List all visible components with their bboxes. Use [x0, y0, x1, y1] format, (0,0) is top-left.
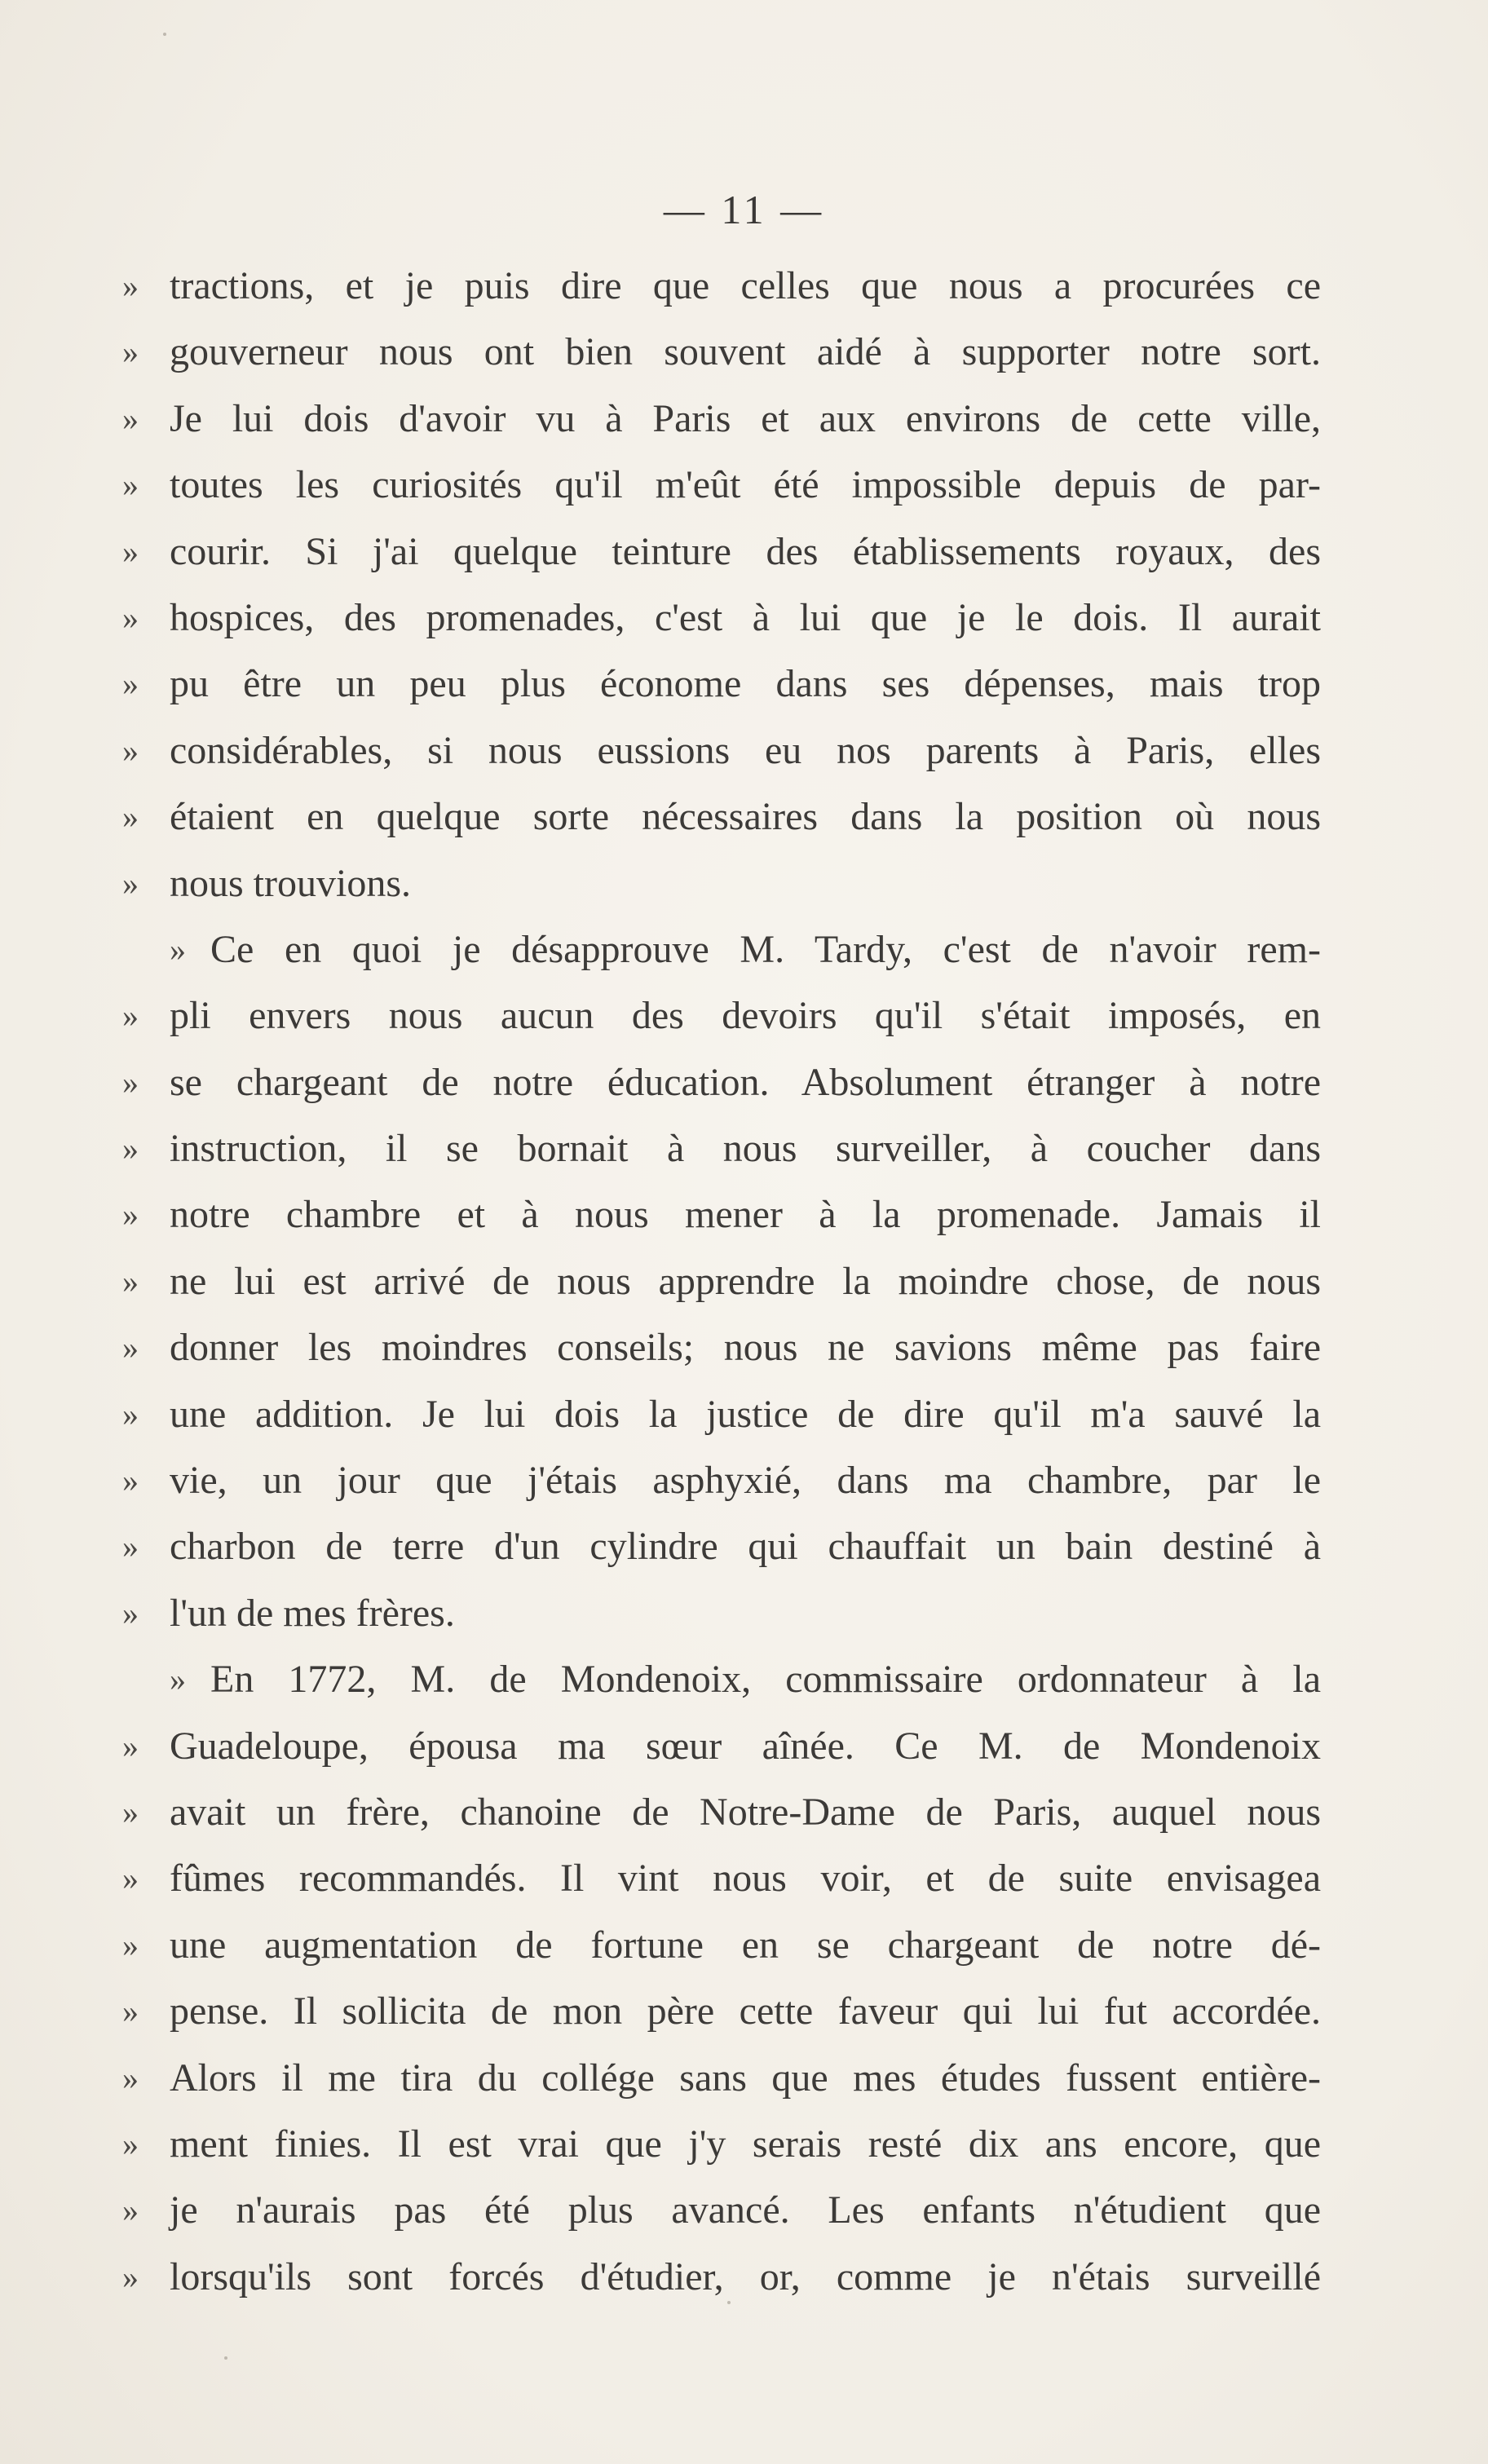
text-line	[122, 651, 1321, 717]
line-text: Guadeloupe, épousa ma sœur aînée. Ce M. de Mondenoix	[170, 1724, 1321, 1768]
quote-mark: »	[170, 930, 186, 968]
quote-mark: »	[122, 1860, 139, 1897]
quote-mark: »	[122, 2258, 139, 2295]
text-line	[122, 1912, 1321, 1978]
text-line	[122, 452, 1321, 518]
quote-mark: »	[122, 267, 139, 304]
quote-mark: »	[122, 532, 139, 570]
quote-mark: »	[122, 1594, 139, 1632]
text-line	[122, 1779, 1321, 1845]
line-text: tractions, et je puis dire que celles que nous a procurées ce	[170, 264, 1321, 307]
line-text: pli envers nous aucun des devoirs qu'il s'était imposés, en	[170, 994, 1321, 1038]
line-text: considérables, si nous eussions eu nos parents à Paris, elles	[170, 728, 1321, 772]
quote-mark: »	[122, 1262, 139, 1300]
quote-mark: »	[122, 1130, 139, 1168]
text-line	[122, 850, 1321, 916]
quote-mark: »	[122, 1528, 139, 1565]
quote-mark: »	[122, 1993, 139, 2030]
text-line	[122, 983, 1321, 1049]
quote-mark: »	[122, 665, 139, 703]
quote-mark: »	[122, 598, 139, 636]
quote-mark: »	[122, 400, 139, 437]
line-text: charbon de terre d'un cylindre qui chauffait un bain destiné à	[170, 1525, 1321, 1569]
text-line	[122, 2111, 1321, 2177]
line-text: l'un de mes frères.	[170, 1591, 455, 1635]
quote-mark: »	[122, 864, 139, 902]
text-line	[122, 1845, 1321, 1911]
text-line	[122, 1646, 1321, 1712]
quote-mark: »	[122, 466, 139, 504]
line-text: courir. Si j'ai quelque teinture des établissements royaux, des	[170, 529, 1321, 573]
line-text: gouverneur nous ont bien souvent aidé à supporter notre sort.	[170, 330, 1321, 374]
line-text: notre chambre et à nous mener à la promenade. Jamais il	[170, 1193, 1321, 1237]
line-text: Alors il me tira du collége sans que mes études fussent entière-	[170, 2056, 1321, 2100]
text-line	[122, 1713, 1321, 1779]
page-number: — 11 —	[663, 187, 825, 232]
paragraph-start-text: Ce en quoi je désapprouve M. Tardy, c'est de n'avoir rem-	[210, 927, 1321, 971]
text-line	[122, 1181, 1321, 1247]
text-line	[122, 2045, 1321, 2111]
quote-mark: »	[122, 333, 139, 371]
quote-mark: »	[122, 1926, 139, 1963]
paper-speck	[727, 2301, 731, 2304]
line-text: une addition. Je lui dois la justice de dire qu'il m'a sauvé la	[170, 1392, 1321, 1436]
text-line	[122, 1381, 1321, 1447]
quote-mark: »	[122, 1063, 139, 1101]
quote-mark: »	[122, 1793, 139, 1830]
text-line	[122, 1049, 1321, 1115]
line-text: lorsqu'ils sont forcés d'étudier, or, comme je n'étais surveillé	[170, 2254, 1321, 2298]
line-text: vie, un jour que j'étais asphyxié, dans ma chambre, par le	[170, 1459, 1321, 1503]
quote-mark: »	[122, 1462, 139, 1499]
paper-speck	[224, 2356, 227, 2360]
text-line	[122, 1513, 1321, 1579]
line-text: étaient en quelque sorte nécessaires dans la position où nous	[170, 795, 1321, 839]
line-text: hospices, des promenades, c'est à lui que je le dois. Il aurait	[170, 595, 1321, 639]
text-line	[122, 1248, 1321, 1314]
text-line	[122, 1580, 1321, 1646]
quote-mark: »	[122, 2192, 139, 2229]
line-text: je n'aurais pas été plus avancé. Les enfants n'étudient que	[170, 2188, 1321, 2232]
line-text: se chargeant de notre éducation. Absolument étranger à notre	[170, 1060, 1321, 1104]
quote-mark: »	[170, 1661, 186, 1698]
line-text: nous trouvions.	[170, 861, 412, 905]
paper-speck	[163, 33, 166, 36]
line-text: ment finies. Il est vrai que j'y serais resté dix ans encore, que	[170, 2122, 1321, 2166]
text-line	[122, 916, 1321, 983]
line-text: ne lui est arrivé de nous apprendre la moindre chose, de nous	[170, 1259, 1321, 1303]
line-text: fûmes recommandés. Il vint nous voir, et de suite envisagea	[170, 1857, 1321, 1901]
line-text: toutes les curiosités qu'il m'eût été impossible depuis de par-	[170, 463, 1321, 507]
text-line	[122, 253, 1321, 319]
line-text: une augmentation de fortune en se chargeant de notre dé-	[170, 1923, 1321, 1967]
text-line	[122, 319, 1321, 385]
text-line	[122, 1978, 1321, 2044]
text-line	[122, 2177, 1321, 2243]
text-line	[122, 784, 1321, 850]
quote-mark: »	[122, 798, 139, 836]
body-text	[122, 253, 1321, 2310]
text-line	[122, 2244, 1321, 2310]
quote-mark: »	[122, 1727, 139, 1764]
line-text: instruction, il se bornait à nous surveiller, à coucher dans	[170, 1127, 1321, 1171]
quote-mark: »	[122, 1395, 139, 1433]
text-line	[122, 718, 1321, 784]
text-line	[122, 1115, 1321, 1181]
text-line	[122, 519, 1321, 585]
paragraph-start-text: En 1772, M. de Mondenoix, commissaire ordonnateur à la	[210, 1658, 1321, 1702]
line-text: donner les moindres conseils; nous ne savions même pas faire	[170, 1326, 1321, 1370]
text-line	[122, 1314, 1321, 1380]
text-line	[122, 386, 1321, 452]
quote-mark: »	[122, 2125, 139, 2162]
line-text: pu être un peu plus économe dans ses dépenses, mais trop	[170, 662, 1321, 706]
line-text: Je lui dois d'avoir vu à Paris et aux environs de cette ville,	[170, 396, 1321, 440]
text-line	[122, 1447, 1321, 1513]
line-text: pense. Il sollicita de mon père cette faveur qui lui fut accordée.	[170, 1989, 1321, 2033]
quote-mark: »	[122, 731, 139, 769]
quote-mark: »	[122, 2059, 139, 2096]
quote-mark: »	[122, 997, 139, 1035]
quote-mark: »	[122, 1196, 139, 1234]
quote-mark: »	[122, 1329, 139, 1367]
line-text: avait un frère, chanoine de Notre-Dame de Paris, auquel nous	[170, 1790, 1321, 1834]
text-line	[122, 585, 1321, 651]
